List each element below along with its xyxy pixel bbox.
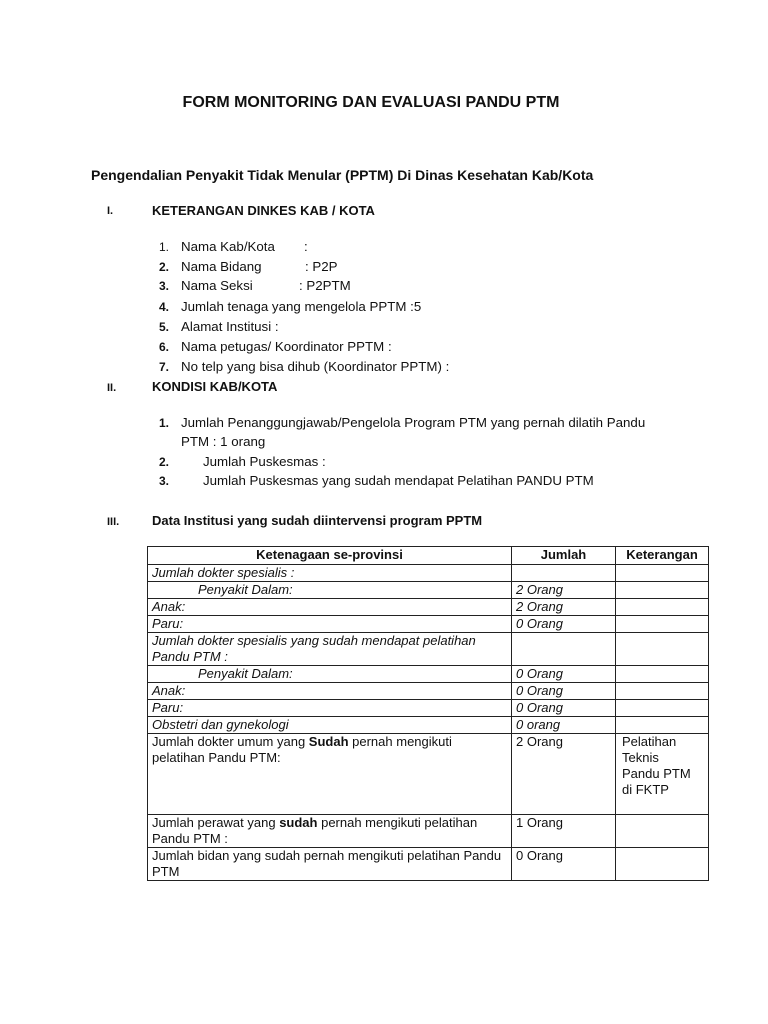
row-value: 0 Orang	[512, 683, 616, 700]
row-note	[616, 582, 709, 599]
row-value: 0 Orang	[512, 616, 616, 633]
table-row	[148, 734, 709, 815]
column-header: Keterangan	[616, 547, 709, 565]
row-label: Paru:	[148, 616, 512, 633]
table-row	[148, 717, 709, 734]
row-note	[616, 666, 709, 683]
row-label	[148, 815, 512, 848]
list-item-label: Jumlah tenaga yang mengelola PPTM :5	[181, 299, 422, 314]
row-label-text: Jumlah perawat yang	[152, 815, 280, 830]
list-number: 1.	[159, 240, 170, 254]
form-subtitle: Pengendalian Penyakit Tidak Menular (PPTM) Di Dinas Kesehatan Kab/Kota	[91, 167, 594, 183]
table-header-row	[148, 547, 709, 565]
table-row	[148, 565, 709, 582]
row-note	[616, 734, 709, 815]
table-row	[148, 683, 709, 700]
row-value: 2 Orang	[512, 734, 616, 815]
row-label-text: Jumlah dokter umum yang	[152, 734, 309, 749]
section-2-heading: KONDISI KAB/KOTA	[152, 379, 278, 394]
list-item-value: : P2P	[305, 259, 338, 274]
section-2-number: II.	[107, 382, 117, 394]
data-table	[147, 546, 709, 881]
row-label: Paru:	[148, 700, 512, 717]
list-item-label: Jumlah Puskesmas yang sudah mendapat Pelatihan PANDU PTM	[203, 473, 594, 488]
row-note	[616, 700, 709, 717]
note-line: di FKTP	[622, 782, 669, 797]
row-note	[616, 815, 709, 848]
column-header: Ketenagaan se-provinsi	[148, 547, 512, 565]
list-number: 4.	[159, 300, 170, 314]
row-note	[616, 616, 709, 633]
table-row	[148, 633, 709, 666]
list-number: 1.	[159, 416, 170, 430]
table-row	[148, 582, 709, 599]
section-1-number: I.	[107, 205, 114, 217]
row-value	[512, 633, 616, 666]
row-label-emphasis: Sudah	[308, 734, 349, 749]
section-1-heading: KETERANGAN DINKES KAB / KOTA	[152, 203, 375, 218]
row-note	[616, 683, 709, 700]
row-label-text: pernah mengikuti pelatihan Pandu PTM:	[152, 734, 452, 765]
list-item-label: Alamat Institusi :	[181, 319, 279, 334]
row-value: 0 Orang	[512, 700, 616, 717]
row-value: 2 Orang	[512, 582, 616, 599]
section-3-number: III.	[107, 516, 120, 528]
list-item-value: :	[304, 239, 308, 254]
table-row	[148, 848, 709, 881]
row-label: Anak:	[148, 599, 512, 616]
note-line: Teknis	[622, 750, 659, 765]
form-title: FORM MONITORING DAN EVALUASI PANDU PTM	[182, 94, 560, 111]
row-label: Jumlah dokter spesialis yang sudah mendapat pelatihan Pandu PTM :	[148, 633, 512, 666]
row-note	[616, 599, 709, 616]
list-number: 5.	[159, 320, 170, 334]
row-value: 2 Orang	[512, 599, 616, 616]
row-note	[616, 848, 709, 881]
list-number: 6.	[159, 340, 170, 354]
list-number: 7.	[159, 360, 170, 374]
row-note	[616, 717, 709, 734]
list-item-value: : P2PTM	[299, 278, 351, 293]
row-value: 0 orang	[512, 717, 616, 734]
list-item-label: Nama Seksi	[181, 278, 253, 293]
row-label: Obstetri dan gynekologi	[148, 717, 512, 734]
table-row	[148, 616, 709, 633]
row-label: Anak:	[148, 683, 512, 700]
note-line: Pelatihan	[622, 734, 677, 749]
list-item-label: Nama petugas/ Koordinator PPTM :	[181, 339, 392, 354]
list-item-label: Nama Bidang	[181, 259, 262, 274]
table-row	[148, 700, 709, 717]
column-header: Jumlah	[512, 547, 616, 565]
row-label: Penyakit Dalam:	[148, 666, 512, 683]
table-row	[148, 666, 709, 683]
row-note	[616, 565, 709, 582]
list-item-label: Nama Kab/Kota	[181, 239, 275, 254]
row-label: Jumlah dokter spesialis :	[148, 565, 512, 582]
row-note	[616, 633, 709, 666]
row-value: 0 Orang	[512, 848, 616, 881]
row-value	[512, 565, 616, 582]
list-number: 3.	[159, 474, 170, 488]
table-row	[148, 815, 709, 848]
list-number: 2.	[159, 455, 170, 469]
row-label-text: pernah mengikuti pelatihan Pandu PTM :	[152, 815, 478, 846]
row-value: 1 Orang	[512, 815, 616, 848]
list-number: 2.	[159, 260, 170, 274]
list-number: 3.	[159, 279, 170, 293]
list-item-label: No telp yang bisa dihub (Koordinator PPTM) :	[181, 359, 450, 374]
row-label	[148, 734, 512, 815]
section-3-heading: Data Institusi yang sudah diintervensi program PPTM	[152, 513, 483, 528]
row-value: 0 Orang	[512, 666, 616, 683]
list-item-label: Jumlah Penanggungjawab/Pengelola Program PTM yang pernah dilatih Pandu	[181, 415, 646, 430]
list-item-label-continued: PTM : 1 orang	[181, 434, 266, 449]
note-line: Pandu PTM	[622, 766, 691, 781]
row-label: Jumlah bidan yang sudah pernah mengikuti pelatihan Pandu PTM	[148, 848, 512, 881]
row-label: Penyakit Dalam:	[148, 582, 512, 599]
row-label-emphasis: sudah	[279, 815, 318, 830]
list-item-label: Jumlah Puskesmas :	[203, 454, 326, 469]
table-row	[148, 599, 709, 616]
